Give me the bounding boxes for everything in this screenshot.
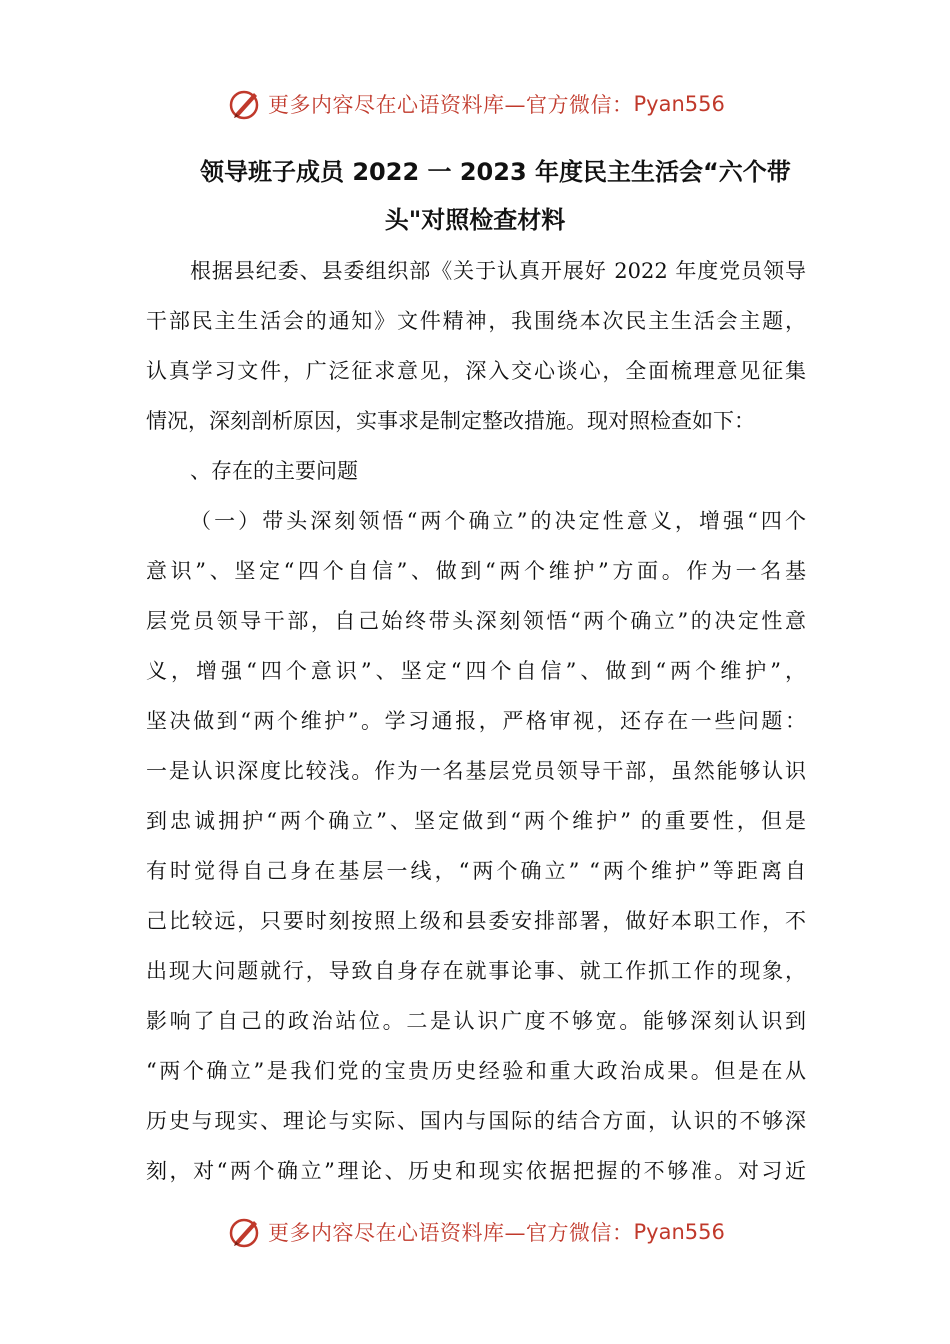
watermark-site-text: 更多内容尽在心语资料库—官方微信：	[268, 93, 634, 117]
body-line: 有时觉得自己身在基层一线，“两个确立” “两个维护”等距离自	[146, 859, 806, 883]
body-line: 出现大问题就行，导致自身存在就事论事、就工作抓工作的现象，	[146, 959, 806, 983]
body-line: 到忠诚拥护“两个确立”、坚定做到“两个维护” 的重要性，但是	[146, 809, 806, 833]
pen-logo-icon	[228, 87, 262, 121]
body-line: 刻，对“两个确立”理论、历史和现实依据把握的不够准。对习近	[146, 1159, 806, 1183]
body-line: “两个确立”是我们党的宝贵历史经验和重大政治成果。但是在从	[146, 1059, 806, 1083]
pen-logo-icon	[228, 1215, 262, 1249]
watermark-site-text: 更多内容尽在心语资料库—官方微信：	[268, 1221, 634, 1245]
section-heading: 、存在的主要问题	[190, 459, 358, 483]
body-line: 意识”、坚定“四个自信”、做到“两个维护”方面。作为一名基	[146, 559, 806, 583]
body-line: 根据县纪委、县委组织部《关于认真开展好 2022 年度党员领导	[190, 259, 806, 283]
body-line: 坚决做到“两个维护”。学习通报，严格审视，还存在一些问题：	[146, 709, 806, 733]
watermark-contact-text: Pyan556	[633, 92, 725, 116]
body-line: 情况，深刻剖析原因，实事求是制定整改措施。现对照检查如下：	[146, 409, 755, 433]
document-title-line-1: 领导班子成员 2022 一 2023 年度民主生活会“六个带	[200, 158, 791, 186]
body-line: 一是认识深度比较浅。作为一名基层党员领导干部，虽然能够认识	[146, 759, 806, 783]
body-line: 认真学习文件，广泛征求意见，深入交心谈心，全面梳理意见征集	[146, 359, 806, 383]
watermark-contact-text: Pyan556	[633, 1220, 725, 1244]
watermark-banner-bottom	[228, 1212, 725, 1252]
body-line: 层党员领导干部，自己始终带头深刻领悟“两个确立”的决定性意	[146, 609, 806, 633]
body-line: 影响了自己的政治站位。二是认识广度不够宽。能够深刻认识到	[146, 1009, 806, 1033]
body-line: 干部民主生活会的通知》文件精神，我围绕本次民主生活会主题，	[146, 309, 806, 333]
watermark-banner-top	[228, 84, 725, 124]
body-line: 义，增强“四个意识”、坚定“四个自信”、做到“两个维护”，	[146, 659, 806, 683]
document-title-line-2: 头"对照检查材料	[384, 206, 566, 234]
body-line: 己比较远，只要时刻按照上级和县委安排部署，做好本职工作，不	[146, 909, 806, 933]
body-line: 历史与现实、理论与实际、国内与国际的结合方面，认识的不够深	[146, 1109, 806, 1133]
body-line: （一）带头深刻领悟“两个确立”的决定性意义，增强“四个	[190, 509, 806, 533]
